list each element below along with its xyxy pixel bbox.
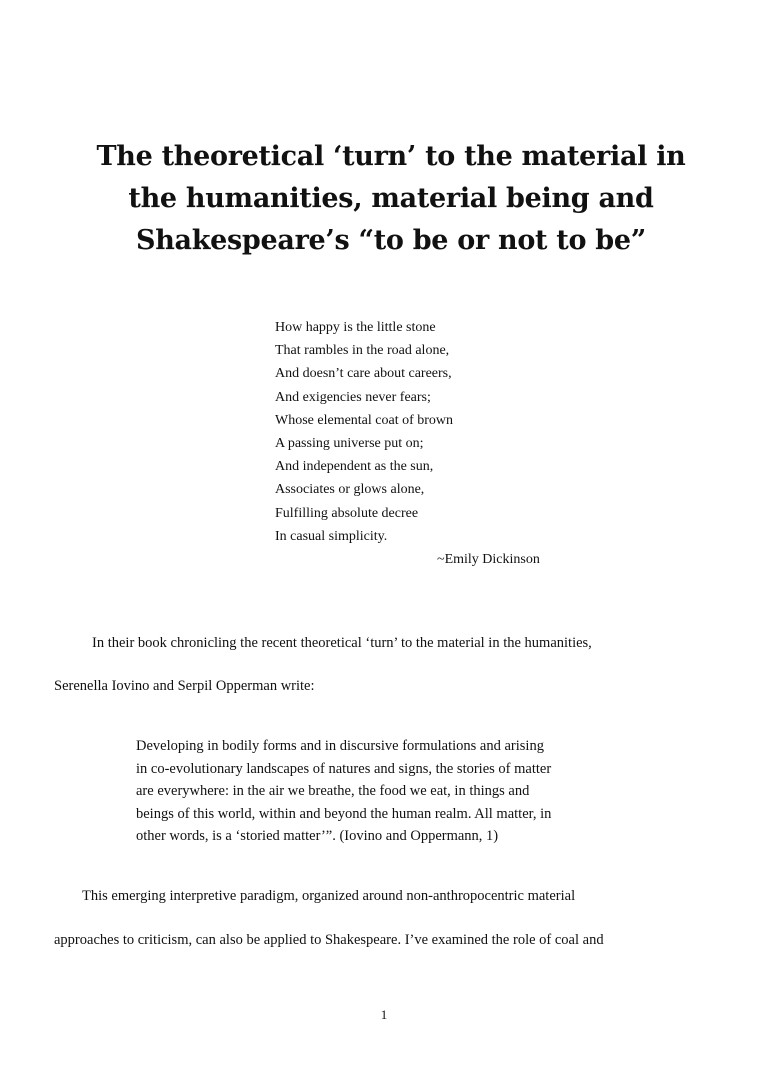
epigraph-attribution: ~Emily Dickinson xyxy=(437,552,540,567)
poem-line: How happy is the little stone xyxy=(275,320,436,335)
page-number: 1 xyxy=(380,1007,388,1022)
quote-line: are everywhere: in the air we breathe, the food we eat, in things and xyxy=(136,783,530,799)
title-line: the humanities, material being and xyxy=(128,183,654,214)
poem-line: In casual simplicity. xyxy=(275,528,388,544)
paragraph-1-line-2: Serenella Iovino and Serpil Opperman write: xyxy=(54,678,315,694)
title-line: The theoretical ‘turn’ to the material in xyxy=(96,141,686,172)
poem-line: A passing universe put on; xyxy=(275,436,424,452)
poem-line: That rambles in the road alone, xyxy=(275,343,450,359)
quote-line: Developing in bodily forms and in discursive formulations and arising xyxy=(136,738,544,754)
paragraph-1-line-1: In their book chronicling the recent theoretical ‘turn’ to the material in the humanities, xyxy=(92,635,592,651)
poem-line: And doesn’t care about careers, xyxy=(275,366,452,382)
poem-line: Whose elemental coat of brown xyxy=(275,412,454,428)
quote-line: in co-evolutionary landscapes of natures and signs, the stories of matter xyxy=(136,760,552,777)
paragraph-2-line-2: approaches to criticism, can also be applied to Shakespeare. I’ve examined the role of coal and xyxy=(54,932,604,948)
poem-line: And exigencies never fears; xyxy=(275,389,431,405)
quote-line: beings of this world, within and beyond the human realm. All matter, in xyxy=(136,805,552,822)
poem-line: Fulfilling absolute decree xyxy=(275,505,419,521)
paragraph-2-line-1: This emerging interpretive paradigm, organized around non-anthropocentric material xyxy=(82,888,576,904)
document-title xyxy=(0,136,768,262)
block-quote xyxy=(136,735,551,848)
title-line: Shakespeare’s “to be or not to be” xyxy=(136,225,646,256)
poem-line: And independent as the sun, xyxy=(275,459,434,475)
epigraph-poem xyxy=(275,316,453,548)
quote-line: other words, is a ‘storied matter’”. (Iovino and Oppermann, 1) xyxy=(136,828,499,844)
poem-line: Associates or glows alone, xyxy=(275,482,425,498)
